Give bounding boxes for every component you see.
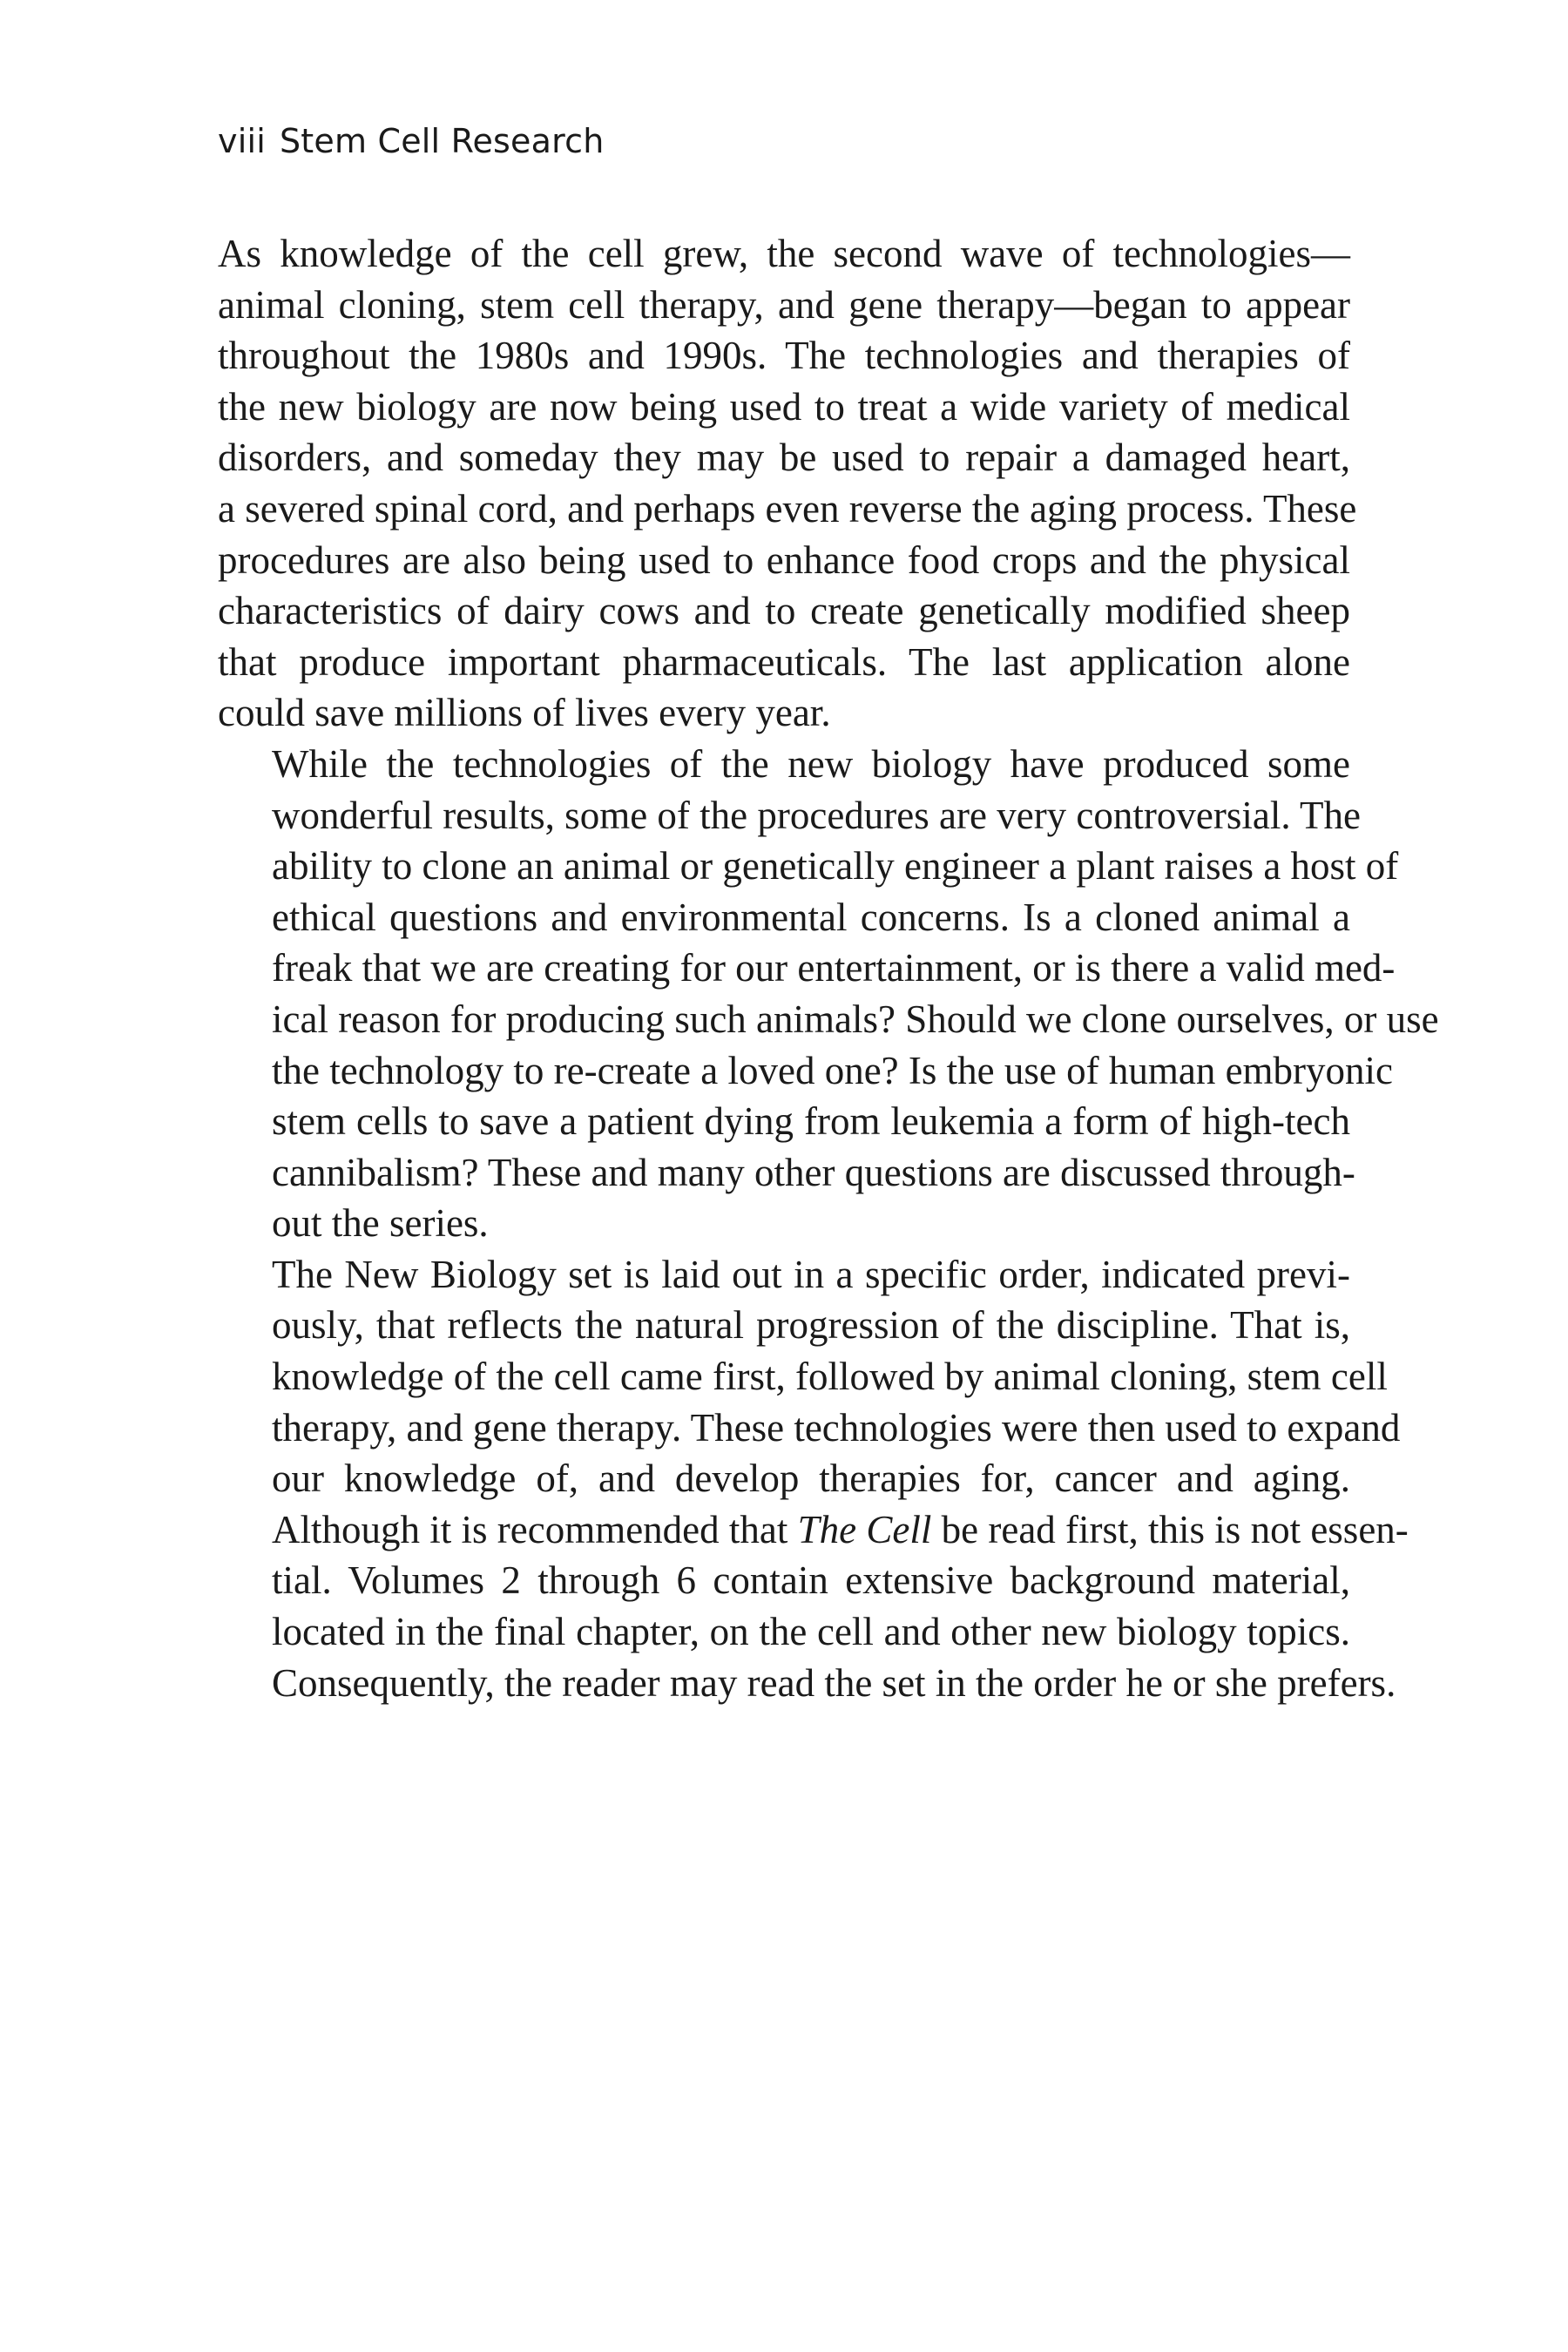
paragraph-3 xyxy=(218,1249,1409,1708)
book-title-reference: The Cell xyxy=(797,1507,932,1551)
text-line: While the technologies of the new biology have produced some xyxy=(272,741,1350,786)
text-line: knowledge of the cell came first, followed by animal cloning, stem cell xyxy=(272,1355,1388,1399)
text-line: cannibalism? These and many other questions are discussed through- xyxy=(272,1150,1355,1194)
text-line: that produce important pharmaceuticals. The last application alone xyxy=(218,639,1350,684)
text-line: our knowledge of, and develop therapies for, cancer and aging. xyxy=(272,1456,1350,1501)
paragraph-1 xyxy=(218,228,1357,739)
text-line: stem cells to save a patient dying from leukemia a form of high-tech xyxy=(272,1099,1350,1144)
body-text xyxy=(218,228,1439,1708)
paragraph-2 xyxy=(218,739,1439,1249)
text-line: As knowledge of the cell grew, the second wave of technologies— xyxy=(218,232,1350,275)
running-head xyxy=(218,122,604,160)
text-line: the technology to re-create a loved one? Is the use of human embryonic xyxy=(272,1048,1394,1092)
text-line: out the series. xyxy=(272,1201,489,1246)
text-line: The New Biology set is laid out in a specific order, indicated previ- xyxy=(272,1252,1350,1296)
text-line: the new biology are now being used to treat a wide variety of medical xyxy=(218,384,1350,429)
text-line: Consequently, the reader may read the set in the order he or she prefers. xyxy=(272,1660,1396,1705)
text-line-with-title xyxy=(218,1504,1409,1556)
text-line: therapy, and gene therapy. These technologies were then used to expand xyxy=(272,1405,1401,1450)
text-line: a severed spinal cord, and perhaps even reverse the aging process. These xyxy=(218,486,1357,531)
text-line: disorders, and someday they may be used to repair a damaged heart, xyxy=(218,436,1350,480)
text-line: ethical questions and environmental concerns. Is a cloned animal a xyxy=(272,895,1350,939)
text-line: animal cloning, stem cell therapy, and gene therapy—began to appear xyxy=(218,282,1350,327)
text-line: wonderful results, some of the procedures are very controversial. The xyxy=(272,793,1361,837)
page-number: viii xyxy=(218,122,266,160)
text-line: characteristics of dairy cows and to create genetically modified sheep xyxy=(218,589,1350,633)
text-line: throughout the 1980s and 1990s. The technologies and therapies of xyxy=(218,334,1350,378)
text-line: freak that we are creating for our entertainment, or is there a valid med- xyxy=(272,946,1396,990)
text-line: ical reason for producing such animals? Should we clone ourselves, or use xyxy=(272,997,1439,1041)
book-title: Stem Cell Research xyxy=(279,122,605,160)
text-segment: Although it is recommended that xyxy=(272,1507,798,1551)
text-line: could save millions of lives every year. xyxy=(218,691,831,735)
text-line: located in the final chapter, on the cell and other new biology topics. xyxy=(272,1610,1350,1654)
text-segment: be read first, this is not essen- xyxy=(931,1507,1409,1551)
text-line: procedures are also being used to enhance food crops and the physical xyxy=(218,537,1350,582)
text-line: ability to clone an animal or genetically engineer a plant raises a host of xyxy=(272,844,1399,889)
text-line: ously, that reflects the natural progression of the discipline. That is, xyxy=(272,1303,1350,1348)
text-line: tial. Volumes 2 through 6 contain extensive background material, xyxy=(272,1558,1350,1603)
